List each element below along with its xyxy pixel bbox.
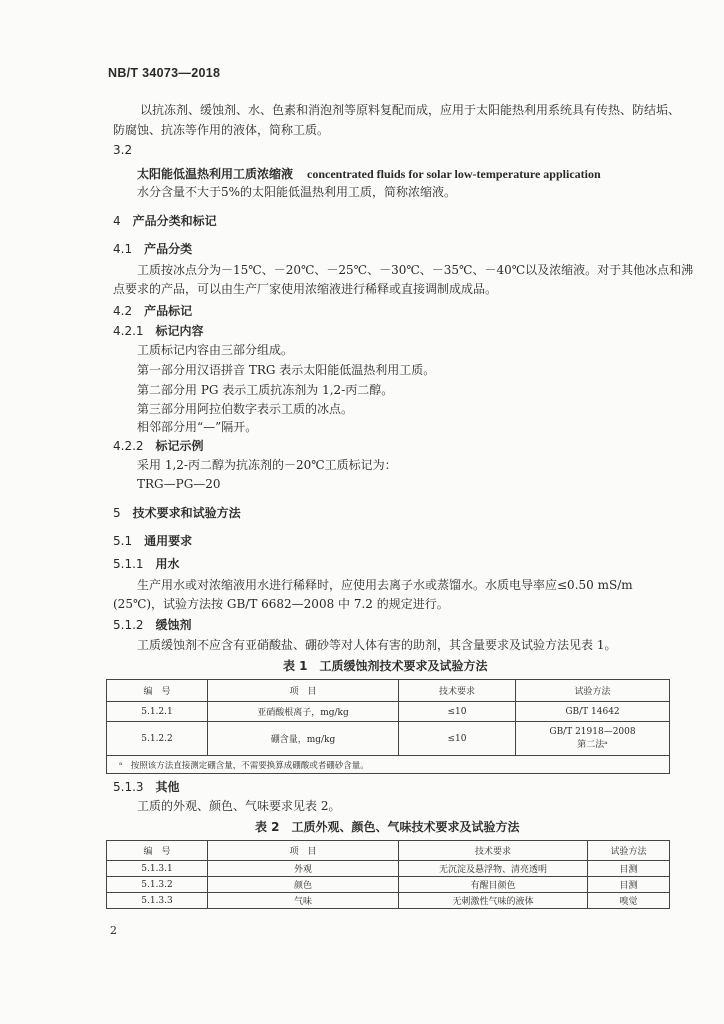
row-id: 5.1.2.1 — [107, 702, 208, 722]
paragraph: 工质标记内容由三部分组成。 — [137, 343, 294, 357]
row-id: 5.1.2.2 — [107, 722, 208, 756]
term-heading — [137, 165, 601, 182]
column-header: 项 目 — [208, 680, 399, 702]
section-heading: 4.2.2 标记示例 — [113, 439, 204, 453]
table-row — [107, 877, 670, 893]
column-header: 编 号 — [107, 680, 208, 702]
row-method: GB/T 14642 — [516, 702, 670, 722]
paragraph: 第三部分用阿拉伯数字表示工质的冰点。 — [137, 402, 354, 416]
table-caption: 表 2 工质外观、颜色、气味技术要求及试验方法 — [255, 820, 520, 834]
paragraph: 点要求的产品，可以由生产厂家使用浓缩液进行稀释或直接调制成成品。 — [113, 282, 498, 296]
section-heading: 4.2.1 标记内容 — [113, 324, 204, 338]
table-2 — [106, 840, 670, 909]
row-item: 颜色 — [208, 877, 399, 893]
row-id: 5.1.3.3 — [107, 893, 208, 909]
section-heading: 5.1.1 用水 — [113, 557, 180, 571]
column-header: 试验方法 — [516, 680, 670, 702]
paragraph: 以抗冻剂、缓蚀剂、水、色素和消泡剂等原料复配而成，应用于太阳能热利用系统具有传热、防结垢、 — [140, 103, 681, 117]
paragraph: 生产用水或对浓缩液用水进行稀释时，应使用去离子水或蒸馏水。水质电导率应≤0.50 mS/m — [137, 578, 633, 592]
section-number: 3.2 — [113, 143, 133, 157]
row-method: 目测 — [588, 877, 670, 893]
table-row — [107, 702, 670, 722]
section-heading: 4.2 产品标记 — [113, 304, 193, 318]
section-heading: 5.1 通用要求 — [113, 534, 193, 548]
row-method: 目测 — [588, 861, 670, 877]
paragraph: 水分含量不大于5%的太阳能低温热利用工质，简称浓缩液。 — [137, 185, 457, 199]
section-heading: 4 产品分类和标记 — [113, 214, 217, 228]
paragraph: 第一部分用汉语拼音 TRG 表示太阳能低温热利用工质。 — [137, 363, 436, 377]
row-item: 外观 — [208, 861, 399, 877]
paragraph: TRG—PG—20 — [137, 477, 221, 491]
paragraph: 采用 1,2-丙二醇为抗冻剂的－20℃工质标记为： — [137, 458, 397, 472]
row-item: 硼含量，mg/kg — [208, 722, 399, 756]
document-code: NB/T 34073—2018 — [108, 66, 221, 80]
paragraph: 工质按冰点分为－15℃、－20℃、－25℃、－30℃、－35℃、－40℃以及浓缩液。对于其他冰点和沸 — [137, 263, 694, 277]
paragraph: (25℃)，试验方法按 GB/T 6682—2008 中 7.2 的规定进行。 — [113, 597, 449, 611]
row-req: 无沉淀及悬浮物、清亮透明 — [399, 861, 588, 877]
column-header: 项 目 — [208, 841, 399, 861]
paragraph: 相邻部分用“—”隔开。 — [137, 420, 258, 434]
row-method: GB/T 21918—2008 第二法ᵃ — [516, 722, 670, 756]
table-caption: 表 1 工质缓蚀剂技术要求及试验方法 — [283, 659, 488, 673]
table-row — [107, 722, 670, 756]
section-heading: 5 技术要求和试验方法 — [113, 506, 241, 520]
section-heading: 4.1 产品分类 — [113, 242, 193, 256]
table-footnote: ᵃ 按照该方法直接测定硼含量，不需要换算成硼酸或者硼砂含量。 — [107, 756, 670, 774]
row-item: 气味 — [208, 893, 399, 909]
row-req: ≤10 — [399, 702, 516, 722]
column-header: 编 号 — [107, 841, 208, 861]
table-row — [107, 893, 670, 909]
column-header: 试验方法 — [588, 841, 670, 861]
table-1 — [106, 679, 670, 774]
row-req: 无刺激性气味的液体 — [399, 893, 588, 909]
row-id: 5.1.3.1 — [107, 861, 208, 877]
term-cn: 太阳能低温热利用工质浓缩液 — [137, 167, 294, 181]
column-header: 技术要求 — [399, 841, 588, 861]
section-heading: 5.1.3 其他 — [113, 780, 180, 794]
paragraph: 第二部分用 PG 表示工质抗冻剂为 1,2-丙二醇。 — [137, 383, 394, 397]
row-item: 亚硝酸根离子，mg/kg — [208, 702, 399, 722]
row-method: 嗅觉 — [588, 893, 670, 909]
column-header: 技术要求 — [399, 680, 516, 702]
page-number: 2 — [110, 924, 117, 937]
term-en: concentrated fluids for solar low-temperature application — [307, 167, 601, 181]
row-req: ≤10 — [399, 722, 516, 756]
paragraph: 防腐蚀、抗冻等作用的液体，简称工质。 — [113, 123, 330, 137]
row-req: 有醒目颜色 — [399, 877, 588, 893]
section-heading: 5.1.2 缓蚀剂 — [113, 618, 192, 632]
table-row — [107, 861, 670, 877]
paragraph: 工质缓蚀剂不应含有亚硝酸盐、硼砂等对人体有害的助剂，其含量要求及试验方法见表 1。 — [137, 638, 617, 652]
paragraph: 工质的外观、颜色、气味要求见表 2。 — [137, 799, 341, 813]
row-id: 5.1.3.2 — [107, 877, 208, 893]
